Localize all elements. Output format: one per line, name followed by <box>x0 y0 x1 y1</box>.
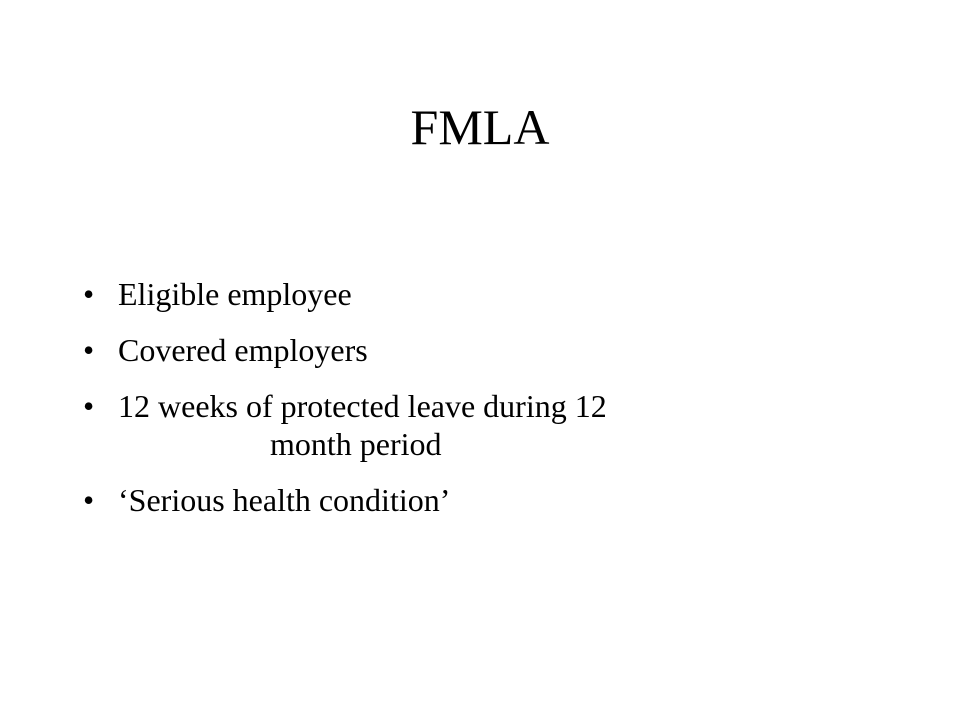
bullet-item-protected-leave <box>80 387 900 463</box>
bullet-text: ‘Serious health condition’ <box>118 482 451 518</box>
slide-title: FMLA <box>410 99 550 155</box>
bullet-item-eligible-employee <box>80 275 900 313</box>
bullet-list <box>80 275 900 537</box>
bullet-item-covered-employers <box>80 331 900 369</box>
bullet-item-serious-health-condition <box>80 481 900 519</box>
bullet-text: Eligible employee <box>118 276 352 312</box>
bullet-text: 12 weeks of protected leave during 12 <box>118 388 607 424</box>
bullet-text: Covered employers <box>118 332 368 368</box>
bullet-icon: • <box>83 388 95 424</box>
bullet-icon: • <box>83 482 95 518</box>
bullet-text-continuation: month period <box>270 426 442 462</box>
bullet-icon: • <box>83 276 95 312</box>
bullet-icon: • <box>83 332 95 368</box>
